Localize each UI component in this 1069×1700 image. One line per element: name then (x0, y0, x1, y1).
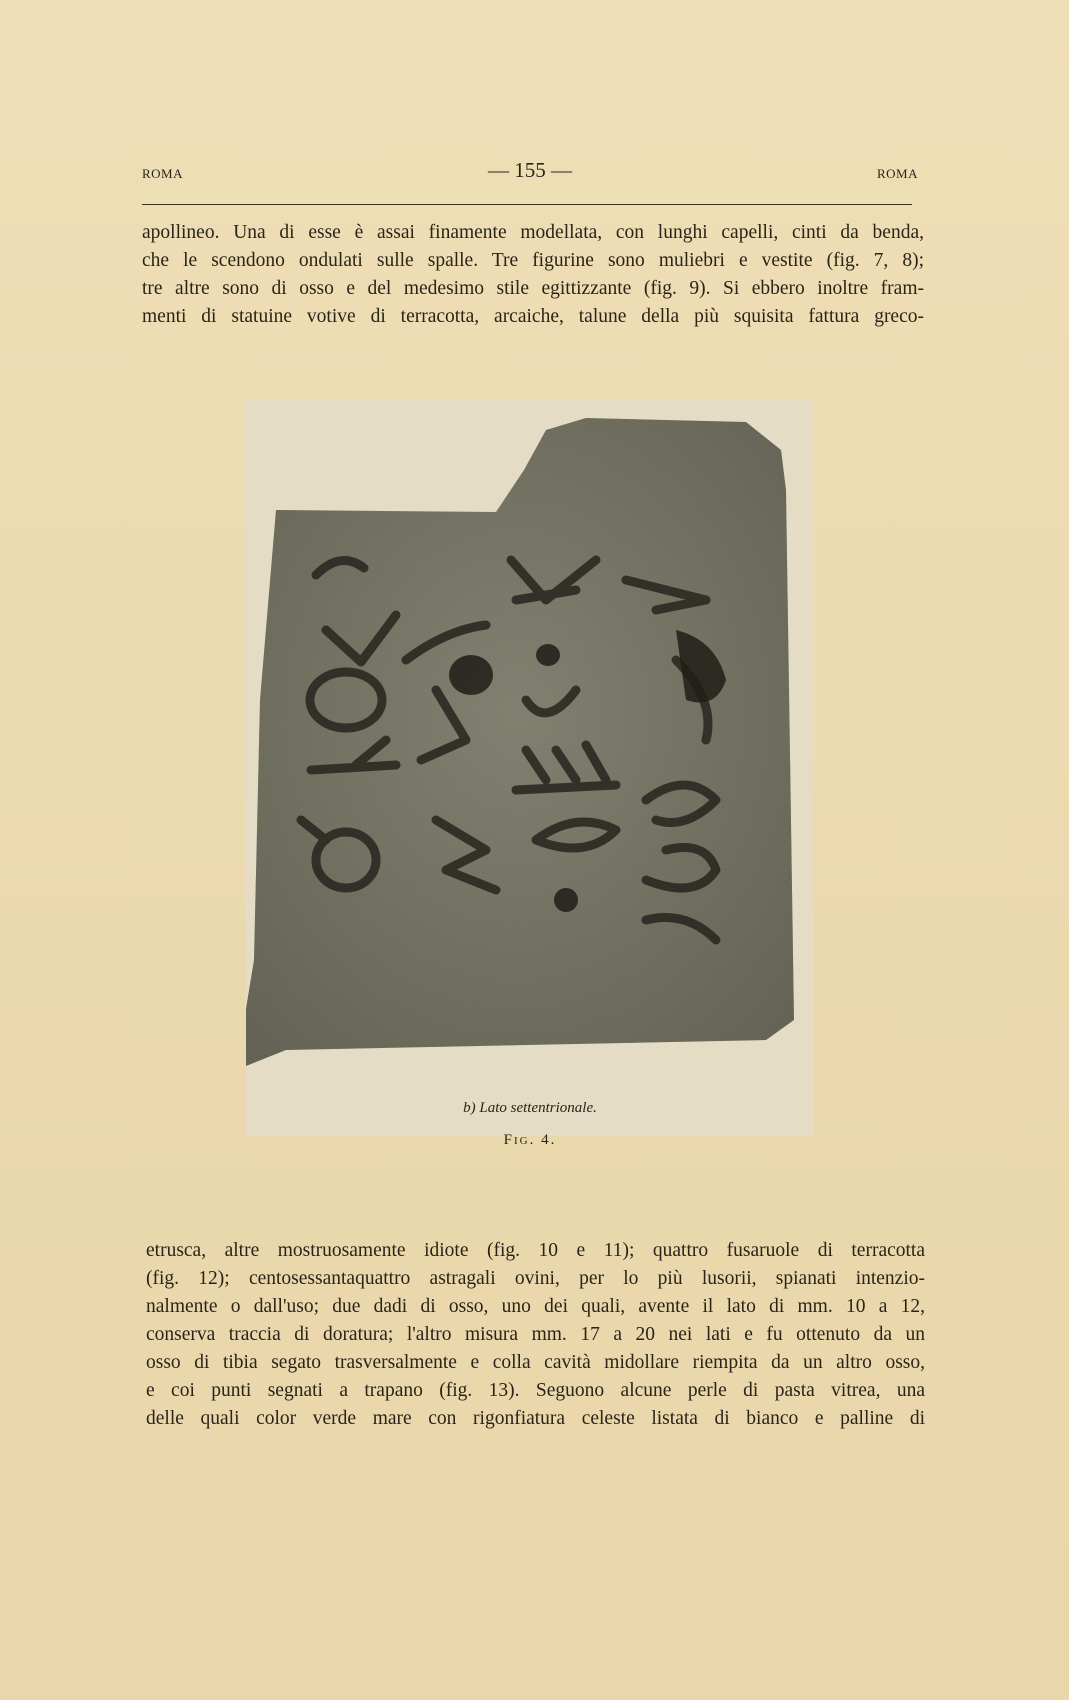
text-line: apollineo. Una di esse è assai finamente modellata, con lunghi capelli, cinti da benda, (142, 222, 924, 243)
text-line: tre altre sono di osso e del medesimo stile egittizzante (fig. 9). Si ebbero inoltre fram- (142, 278, 924, 299)
running-header (142, 158, 918, 188)
text-line: che le scendono ondulati sulle spalle. Tre figurine sono muliebri e vestite (fig. 7, 8); (142, 250, 924, 271)
text-line: menti di statuine votive di terracotta, arcaiche, talune della più squisita fattura greco- (142, 306, 924, 327)
text-line: (fig. 12); centosessantaquattro astragali ovini, per lo più lusorii, spianati intenzio- (146, 1268, 925, 1289)
header-left: ROMA (142, 166, 184, 181)
paragraph-bottom (146, 1237, 925, 1433)
text-line: etrusca, altre mostruosamente idiote (fig. 10 e 11); quattro fusaruole di terracotta (146, 1240, 925, 1261)
inscribed-stone-image (246, 400, 814, 1136)
header-right: ROMA (876, 166, 918, 181)
text-line: e coi punti segnati a trapano (fig. 13). Seguono alcune perle di pasta vitrea, una (146, 1380, 925, 1401)
stone-inscription-figure (246, 400, 814, 1136)
text-line: conserva traccia di doratura; l'altro misura mm. 17 a 20 nei lati e fu ottenuto da un (146, 1324, 925, 1345)
caption-text: b) Lato settentrionale. (463, 1100, 597, 1116)
text-line: nalmente o dall'uso; due dadi di osso, uno dei quali, avente il lato di mm. 10 a 12, (146, 1296, 925, 1317)
header-rule (142, 204, 912, 205)
text-line: delle quali color verde mare con rigonfiatura celeste listata di bianco e palline di (146, 1408, 925, 1429)
figure-caption (246, 1100, 814, 1117)
paragraph-top (142, 219, 924, 331)
text-line: osso di tibia segato trasversalmente e colla cavità midollare riempita da un altro osso, (146, 1352, 925, 1373)
page-number: — 155 — (488, 158, 572, 182)
figure-label: Fig. 4. (503, 1132, 557, 1148)
